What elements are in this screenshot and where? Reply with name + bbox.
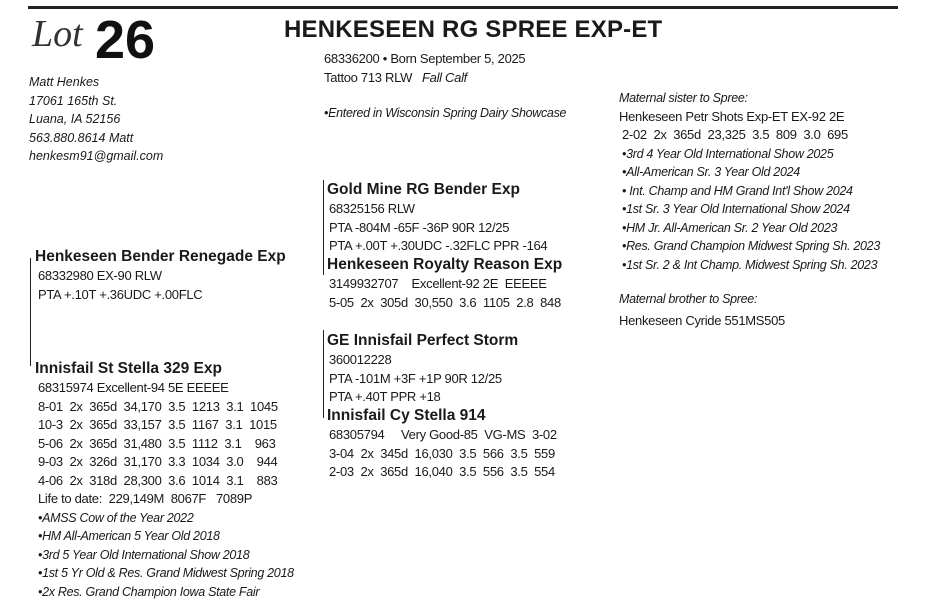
sire-dam-line: 3149932707 Excellent-92 2E EEEEE [329, 276, 547, 291]
sire-dam-line: 5-05 2x 305d 30,550 3.6 1105 2.8 848 [329, 294, 561, 310]
dam-honor: •HM All-American 5 Year Old 2018 [38, 529, 220, 543]
dam-sire-line: 360012228 [329, 352, 392, 367]
dam-dam-line: 3-04 2x 345d 16,030 3.5 566 3.5 559 [329, 445, 555, 461]
consignor-name: Matt Henkes [29, 75, 100, 89]
sire-dam-block [327, 255, 562, 312]
dam-sire-line: PTA -101M +3F +1P 90R 12/25 [329, 370, 502, 386]
sire-sire-line: PTA -804M -65F -36P 90R 12/25 [329, 219, 510, 235]
dam-line: 5-06 2x 365d 31,480 3.5 1112 3.1 963 [38, 435, 276, 451]
maternal-brother-block [619, 290, 785, 330]
dam-name: Innisfail St Stella 329 Exp [35, 360, 222, 377]
top-rule [28, 6, 898, 9]
maternal-sister-honor: •1st Sr. 2 & Int Champ. Midwest Spring Sh. 2023 [622, 257, 878, 272]
sire-sire-line: PTA +.00T +.30UDC -.32FLC PPR -164 [329, 238, 548, 253]
sire-dam-name: Henkeseen Royalty Reason Exp [327, 256, 563, 273]
maternal-sister-honor: •1st Sr. 3 Year Old International Show 2024 [622, 202, 850, 216]
sire-line: PTA +.10T +.36UDC +.00FLC [38, 286, 203, 302]
dam-dam-line: 68305794 Very Good-85 VG-MS 3-02 [329, 427, 557, 442]
dam-dam-line: 2-03 2x 365d 16,040 3.5 556 3.5 554 [329, 464, 555, 479]
animal-name: HENKESEEN RG SPREE EXP-ET [284, 16, 663, 43]
dam-dam-block [327, 406, 557, 482]
dam-sire-line: PTA +.40T PPR +18 [329, 389, 441, 404]
dam-line: 10-3 2x 365d 33,157 3.5 1167 3.1 1015 [38, 417, 277, 432]
pedigree-line-dam [323, 330, 324, 418]
maternal-sister-honor: •Res. Grand Champion Midwest Spring Sh. 2023 [622, 239, 880, 253]
lot-label: Lot [32, 13, 83, 55]
sire-line: 68332980 EX-90 RLW [38, 268, 162, 283]
sire-sire-name: Gold Mine RG Bender Exp [327, 181, 520, 198]
pedigree-line-left [30, 258, 31, 366]
maternal-sister-honor: • Int. Champ and HM Grand Int'l Show 2024 [622, 183, 853, 198]
sire-sire-line: 68325156 RLW [329, 201, 415, 216]
sire-block [35, 247, 286, 304]
consignor-email: henkesm91@gmail.com [29, 149, 164, 163]
sire-sire-block [327, 180, 547, 256]
maternal-sister-block [619, 89, 880, 274]
sire-name: Henkeseen Bender Renegade Exp [35, 248, 286, 265]
maternal-sister-honor: •HM Jr. All-American Sr. 2 Year Old 2023 [622, 220, 838, 235]
maternal-brother-name: Henkeseen Cyride 551MS505 [619, 312, 785, 328]
consignor-city: Luana, IA 52156 [29, 112, 121, 126]
dam-dam-name: Innisfail Cy Stella 914 [327, 407, 486, 424]
maternal-sister-record: 2-02 2x 365d 23,325 3.5 809 3.0 695 [622, 127, 848, 142]
maternal-sister-heading: Maternal sister to Spree: [619, 91, 748, 105]
dam-line: 9-03 2x 326d 31,170 3.3 1034 3.0 944 [38, 454, 278, 469]
maternal-sister-name: Henkeseen Petr Shots Exp-ET EX-92 2E [619, 108, 845, 124]
animal-tattoo-line: Tattoo 713 RLW Fall Calf [324, 70, 467, 85]
animal-class: Fall Calf [422, 70, 467, 85]
lot-number: 26 [95, 10, 156, 70]
dam-sire-block [327, 331, 518, 407]
consignor-address: 17061 165th St. [29, 93, 118, 108]
dam-honor: •AMSS Cow of the Year 2022 [38, 510, 194, 525]
animal-note: •Entered in Wisconsin Spring Dairy Showcase [324, 106, 567, 120]
dam-line: 4-06 2x 318d 28,300 3.6 1014 3.1 883 [38, 472, 278, 488]
animal-info [324, 49, 525, 87]
pedigree-line-sire [323, 180, 324, 275]
consignor-phone: 563.880.8614 Matt [29, 130, 134, 145]
maternal-sister-honor: •All-American Sr. 3 Year Old 2024 [622, 165, 800, 179]
dam-line: Life to date: 229,149M 8067F 7089P [38, 491, 253, 506]
consignor-block [29, 73, 163, 166]
dam-honor: •1st 5 Yr Old & Res. Grand Midwest Spring 2018 [38, 566, 294, 580]
dam-line: 68315974 Excellent-94 5E EEEEE [38, 380, 229, 395]
animal-reg-line: 68336200 • Born September 5, 2025 [324, 51, 526, 66]
maternal-sister-honor: •3rd 4 Year Old International Show 2025 [622, 146, 834, 161]
maternal-brother-heading: Maternal brother to Spree: [619, 292, 758, 306]
dam-block [35, 359, 294, 601]
dam-sire-name: GE Innisfail Perfect Storm [327, 332, 519, 349]
dam-honor: •2x Res. Grand Champion Iowa State Fair [38, 584, 260, 599]
dam-honor: •3rd 5 Year Old International Show 2018 [38, 547, 250, 562]
dam-line: 8-01 2x 365d 34,170 3.5 1213 3.1 1045 [38, 398, 278, 414]
